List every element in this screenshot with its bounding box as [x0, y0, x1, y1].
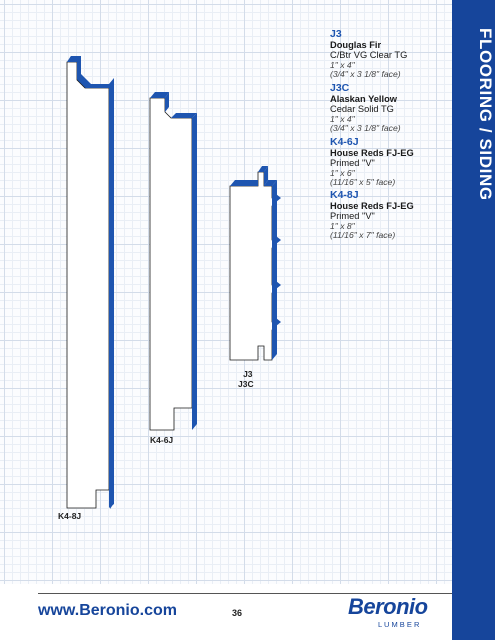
spec-code: J3C: [330, 82, 350, 94]
spec-name: House Reds FJ-EG: [330, 148, 414, 158]
spec-dimension: 1" x 6": [330, 167, 355, 178]
label-k4-6j: K4-6J: [150, 435, 174, 445]
website-link[interactable]: www.Beronio.com: [38, 602, 177, 619]
spec-name: Alaskan Yellow: [330, 94, 398, 104]
spec-grade: Cedar Solid TG: [330, 104, 394, 115]
spec-grade: C/Btr VG Clear TG: [330, 50, 408, 61]
beronio-logo: [340, 594, 450, 630]
spec-code: K4-8J: [330, 189, 359, 201]
spec-k4-6j: [330, 136, 448, 188]
spec-dimension: 1" x 8": [330, 220, 355, 231]
spec-name: House Reds FJ-EG: [330, 201, 414, 211]
profile-k4-8j: [67, 56, 114, 509]
page-number: 36: [232, 608, 243, 618]
spec-name: Douglas Fir: [330, 40, 382, 50]
logo-wordmark: Beronio: [348, 594, 428, 619]
logo-tagline: L U M B E R: [378, 620, 420, 629]
spec-face: (11/16" x 7" face): [330, 230, 396, 241]
label-j3: J3 J3C: [238, 369, 254, 389]
spec-j3: [330, 28, 448, 80]
spec-k4-8j: [330, 189, 448, 241]
spec-code: K4-6J: [330, 136, 359, 148]
spec-dimension: 1" x 4": [330, 113, 355, 124]
spec-code: J3: [330, 28, 342, 40]
spec-face: (3/4" x 3 1/8" face): [330, 69, 401, 80]
section-title: [452, 0, 495, 250]
label-k4-8j: K4-8J: [58, 511, 82, 521]
spec-j3c: [330, 82, 448, 134]
profile-j3: [230, 166, 281, 360]
spec-grade: Primed "V": [330, 211, 375, 222]
spec-face: (3/4" x 3 1/8" face): [330, 123, 401, 134]
spec-grade: Primed "V": [330, 158, 375, 169]
label-j3c: J3C: [238, 378, 254, 389]
profile-k4-6j: [150, 92, 197, 430]
spec-face: (11/16" x 5" face): [330, 177, 396, 188]
spec-dimension: 1" x 4": [330, 59, 355, 70]
section-title-text: FLOORING / SIDING: [476, 28, 495, 201]
